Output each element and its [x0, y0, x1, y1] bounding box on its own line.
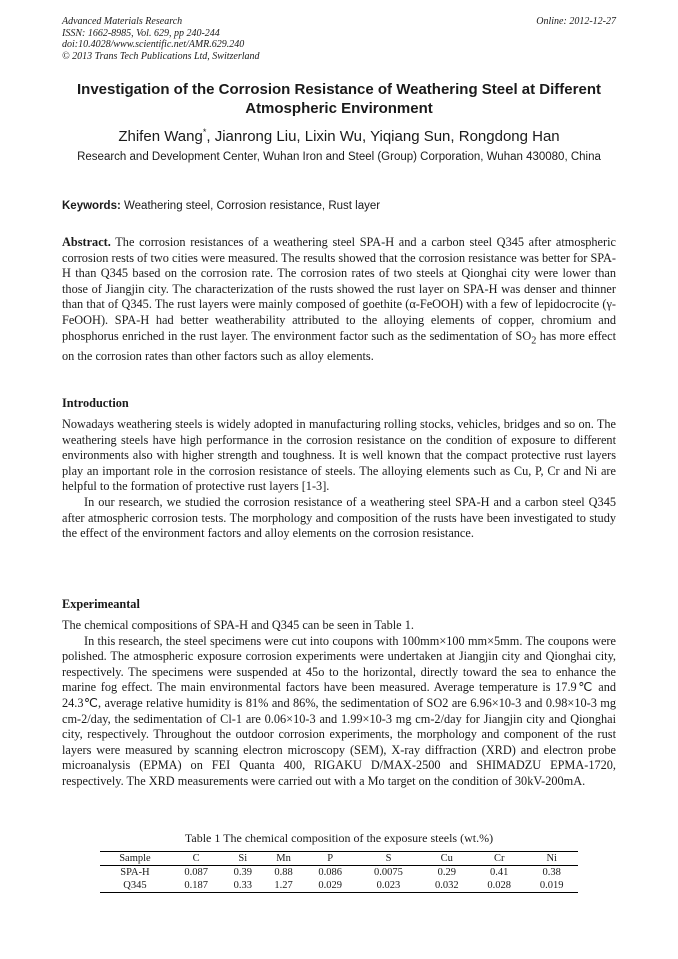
- table-header-cell: Cu: [421, 852, 473, 866]
- table-cell: 0.019: [525, 879, 578, 893]
- table-cell: 0.38: [542, 867, 561, 878]
- table-cell: 0.029: [304, 879, 356, 893]
- journal-header: [62, 16, 616, 62]
- table-header-cell: Cr: [473, 852, 525, 866]
- table-header-cell: Mn: [263, 852, 304, 866]
- online-date: Online: 2012-12-27: [536, 16, 616, 27]
- table-cell: 0.086: [318, 867, 343, 878]
- table-cell: 0.087: [184, 867, 208, 878]
- table-cell: Q345: [100, 879, 170, 893]
- table-header-cell: Si: [222, 852, 263, 866]
- composition-table: [100, 851, 578, 893]
- table-row: [100, 866, 578, 880]
- table-cell: 0.39: [233, 867, 252, 878]
- table-cell: 0.33: [222, 879, 263, 893]
- keywords-label: Keywords:: [62, 200, 121, 212]
- table-row: [100, 879, 578, 893]
- copyright-line: © 2013 Trans Tech Publications Ltd, Switzerland: [62, 50, 260, 62]
- table-cell: 0.29: [437, 867, 456, 878]
- intro-paragraph-2: In our research, we studied the corrosion resistance of a weathering steel SPA-H and a carbon steel Q345 after atmospheric corrosion tests. The morphology and composition of the rusts have been investigated to study the effect of the environment factors and alloy elements on the corrosion resistance.: [62, 494, 616, 541]
- experimental-section: [62, 618, 616, 790]
- exp-paragraph-1: The chemical compositions of SPA-H and Q345 can be seen in Table 1.: [62, 618, 414, 632]
- issn-line: ISSN: 1662-8985, Vol. 629, pp 240-244: [62, 27, 220, 39]
- table-header-cell: Ni: [525, 852, 578, 866]
- table-cell: 0.41: [490, 867, 509, 878]
- intro-paragraph-1: Nowadays weathering steels is widely adopted in manufacturing rolling stocks, vehicles, bridges and so on. The weathering steels have high performance in the corrosion resistance on the condition of exposure to different environments also with higher strength and toughness. It is well known that the compact protective rust layers play an important role in the corrosion resistance of steels. The alloying elements such as Cu, P, Cr and Ni are helpful to the formation of protective rust layers [1-3].: [62, 417, 616, 494]
- introduction-section: [62, 417, 616, 542]
- corresponding-mark: *: [202, 127, 207, 137]
- abstract-text-end: has more effect on the corrosion rates than other factors such as alloy elements.: [62, 328, 616, 363]
- so2-subscript: 2: [531, 335, 537, 347]
- table-cell: 0.0075: [374, 867, 403, 878]
- table-cell: 0.028: [473, 879, 525, 893]
- table-header-cell: Sample: [100, 852, 170, 866]
- keywords: [62, 199, 616, 213]
- author-list: [62, 123, 616, 146]
- journal-name: Advanced Materials Research: [62, 16, 183, 27]
- table-header-row: [100, 852, 578, 866]
- table-cell: 0.88: [274, 867, 293, 878]
- affiliation: Research and Development Center, Wuhan Iron and Steel (Group) Corporation, Wuhan 430080, China: [77, 151, 601, 163]
- table-cell: 0.187: [170, 879, 222, 893]
- exp-paragraph-2: In this research, the steel specimens were cut into coupons with 100mm×100 mm×5mm. The coupons were polished. The atmospheric exposure corrosion experiments were undertaken at Jiangjin city and Qionghai city, respectively. The specimens were suspended at 45o to the horizontal, directly toward the sea to enhance the marine fog effect. The main environmental factors have been measured. Average temperature is 17.9℃ and 24.3℃, average relative humidity is 81% and 86%, the sedimentation of SO2 are 6.96×10-3 and 0.98×10-3 mg cm-2/day, the sedimentation of Cl-1 are 0.06×10-3 and 1.99×10-3 mg cm-2/day for Jiangjin city and Qionghai city, respectively. Throughout the outdoor corrosion experiments, the morphology and component of the rust layers were measured by scanning electron microscopy (SEM), X-ray diffraction (XRD) and electron probe microanalysis (EPMA) on FEI Quanta 400, RIGAKU D/MAX-2500 and SHIMADZU EPMA-1720, respectively. The XRD measurements were carried out with a Mo target on the condition of 30kV-200mA.: [62, 633, 616, 788]
- introduction-heading: Introduction: [62, 396, 129, 410]
- keywords-text: Weathering steel, Corrosion resistance, Rust layer: [124, 200, 381, 212]
- table-cell: 1.27: [263, 879, 304, 893]
- first-author: Zhifen Wang: [118, 128, 203, 145]
- table-caption: Table 1 The chemical composition of the exposure steels (wt.%): [184, 831, 494, 845]
- table-header-cell: S: [356, 852, 420, 866]
- abstract: [62, 235, 616, 364]
- experimental-heading: Experimeantal: [62, 597, 140, 611]
- table-cell: SPA-H: [120, 867, 150, 878]
- table-cell: 0.023: [356, 879, 420, 893]
- abstract-text: The corrosion resistances of a weathering steel SPA-H and a carbon steel Q345 after atmospheric corrosion rests of two cities were measured. The results showed that the corrosion resistance was better for SPA-H than Q345 based on the corrosion rate. The corrosion rates of two steels at Qionghai city were lower than those of Jiangjin city. The characterization of the rusts showed the rust layer on SPA-H was denser and thinner than that of Q345. The rust layers were mainly composed of goethite (α-FeOOH) with a few of lepidocrocite (γ-FeOOH). SPA-H had better weatherability attributed to the alloying elements of copper, chromium and phosphorus enriched in the rust layer. The environment factor such as the sedimentation of SO: [62, 235, 616, 343]
- doi-line: doi:10.4028/www.scientific.net/AMR.629.240: [62, 39, 245, 50]
- abstract-label: Abstract.: [62, 235, 111, 249]
- other-authors: , Jianrong Liu, Lixin Wu, Yiqiang Sun, Rongdong Han: [206, 128, 560, 145]
- table-cell: 0.032: [421, 879, 473, 893]
- paper-title: Investigation of the Corrosion Resistance of Weathering Steel at Different Atmospheric Environment: [77, 81, 601, 117]
- table-header-cell: C: [170, 852, 222, 866]
- table-header-cell: P: [304, 852, 356, 866]
